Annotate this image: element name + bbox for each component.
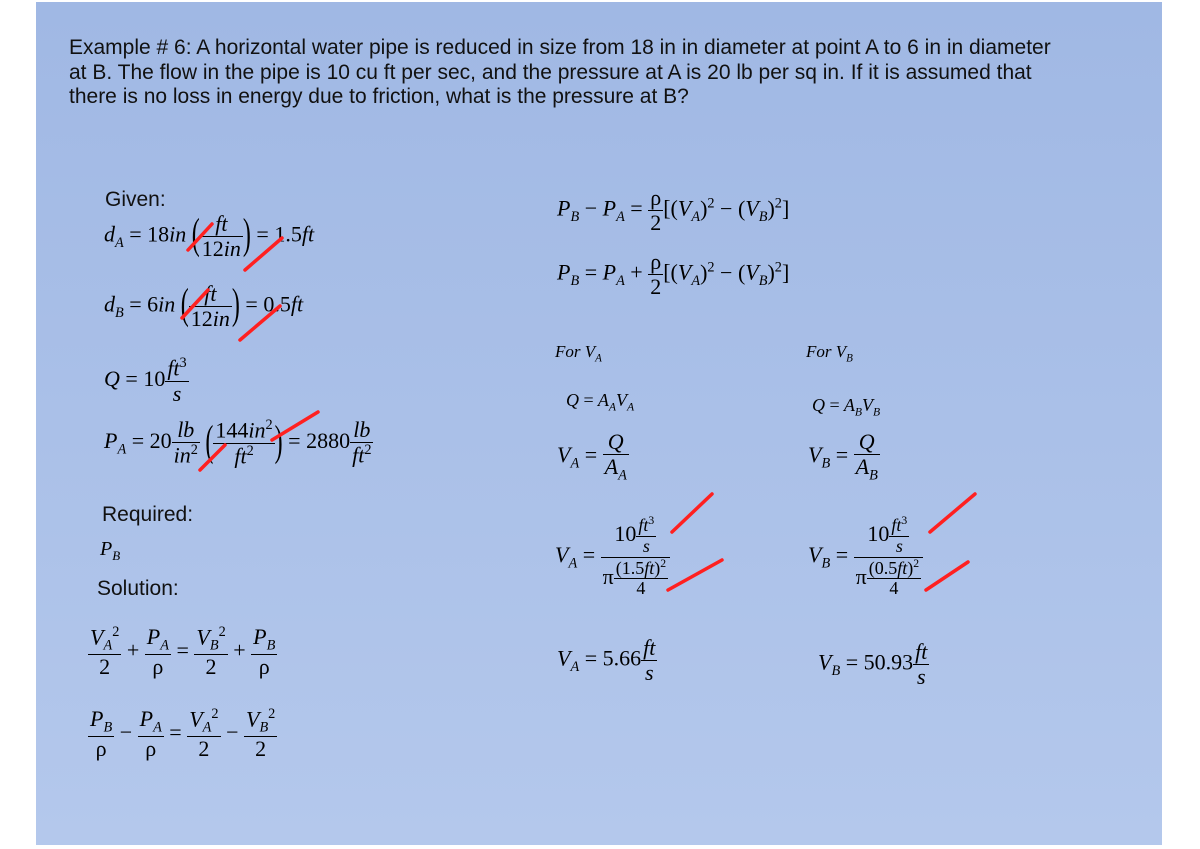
eq-pa: $P_A = 20$ $\frac{lb}{in^2}$ ( $\frac{144in^2}{ft^2}$ ) = 2880 $\frac{lb}{ft^2}$ <box>104 417 372 468</box>
for-vb-label: For $V_B$ <box>806 342 853 365</box>
required-heading: Required: <box>102 503 194 526</box>
eq-pb: $P_B = P_A$ + $\frac{\rho}{2}$ $[(V_A)^2 - (V_B)^2]$ <box>557 249 790 300</box>
eq-va-formula: $V_A$ = $\frac{Q}{A_A}$ <box>557 429 627 484</box>
required-pb: $P_B$ <box>100 538 121 563</box>
eq-da: $d_A = 18in$ ( $\frac{ft}{12in}$ ) = 1.5ft <box>104 211 315 262</box>
eq-continuity-a: $Q = A_AV_A$ <box>566 390 635 414</box>
eq-bernoulli: $\frac{V_A^2}{2}$ + $\frac{P_A}{\rho}$ = $\frac{V_B^2}{2}$ + $\frac{P_B}{\rho}$ <box>90 624 276 680</box>
eq-vb-formula: $V_B$ = $\frac{Q}{A_B}$ <box>808 429 878 484</box>
solution-heading: Solution: <box>97 577 179 600</box>
eq-db: $d_B = 6in$ ( $\frac{ft}{12in}$ ) = 0.5ft <box>104 281 304 332</box>
eq-q: Q = 10 $\frac{ft^3}{s}$ <box>104 355 187 406</box>
for-va-label: For $V_A$ <box>555 342 602 365</box>
result-vb: $V_B = 50.93$ $\frac{ft}{s}$ <box>818 639 928 690</box>
eq-vb-substitution: $V_B$ = 10 $\frac{ft^3}{s}$ π $\frac{(0.5ft)^2}{4}$ <box>808 515 923 599</box>
eq-bernoulli-rearranged: $\frac{P_B}{\rho}$ − $\frac{P_A}{\rho}$ = $\frac{V_A^2}{2}$ − $\frac{V_B^2}{2}$ <box>90 706 276 762</box>
eq-va-substitution: $V_A$ = 10 $\frac{ft^3}{s}$ π $\frac{(1.5ft)^2}{4}$ <box>555 515 670 599</box>
problem-statement: Example # 6: A horizontal water pipe is reduced in size from 18 in in diameter at point A to 6 in in diameter at B. The flow in the pipe is 10 cu ft per sec, and the pressure at A is 20 lb per sq in. If it is assumed that there is no loss in energy due to friction, what is the pressure at B? <box>69 36 1051 108</box>
eq-continuity-b: $Q = A_BV_B$ <box>812 395 881 419</box>
eq-pressure-diff: $P_B - P_A$ = $\frac{\rho}{2}$ $[(V_A)^2 - (V_B)^2]$ <box>557 185 790 236</box>
given-heading: Given: <box>105 188 166 211</box>
result-va: $V_A = 5.66$ $\frac{ft}{s}$ <box>557 635 656 686</box>
